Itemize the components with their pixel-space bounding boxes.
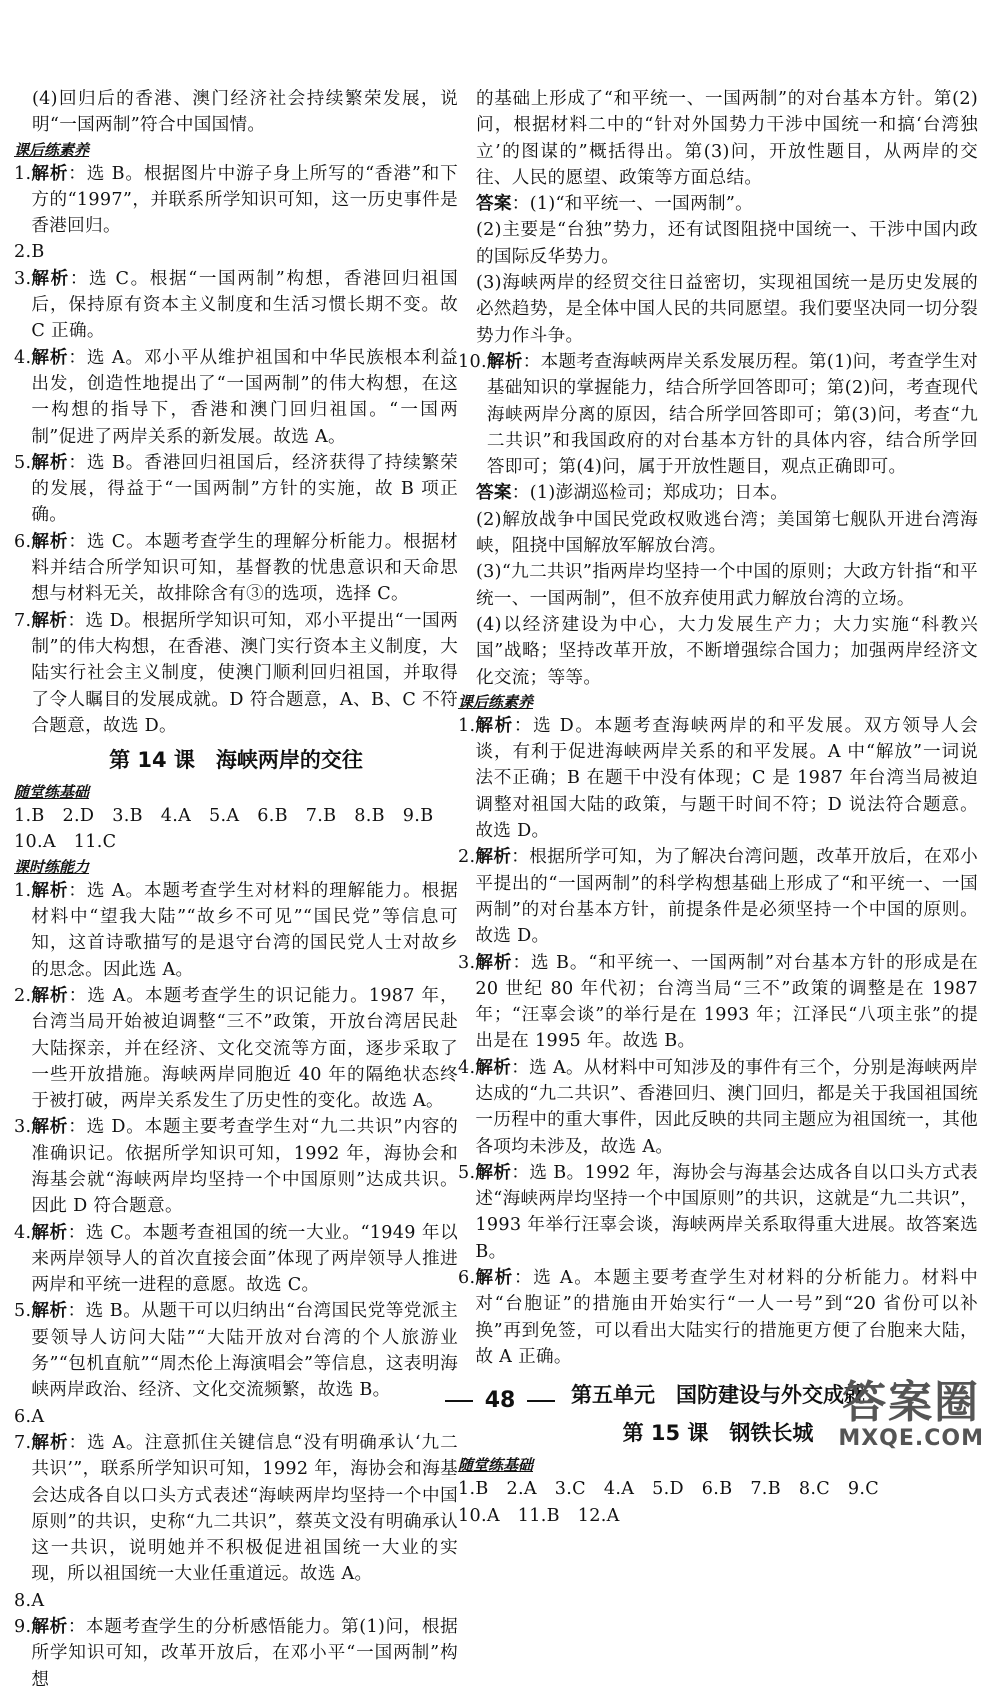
item-body [31, 239, 458, 265]
question-10-text: ：本题考查海峡两岸关系发展历程。第(1)问，考查学生对基础知识的掌握能力，结合所学回答即可；第(2)问，考查现代海峡两岸分离的原因，结合所学回答即可；第(3)问，考查“九二共识”和我国政府的对台基本方针的具体内容，结合所学回答即可；第(4)问，属于开放性题目，观点正确即可。 [486, 351, 978, 478]
item-number: 2. [14, 985, 32, 1006]
answer-item [14, 450, 458, 529]
answer-item [14, 1588, 458, 1614]
answer-10-line4: (4)以经济建设为中心，大力发展生产力；大力实施“科教兴国”战略；坚持改革开放，不断增强综合国力；加强两岸经济文化交流；等等。 [476, 614, 978, 688]
item-body [31, 161, 458, 240]
analysis-label: 解析 [31, 1431, 69, 1453]
item-number: 7. [14, 1432, 32, 1453]
item-number: 3. [14, 1117, 32, 1138]
item-body [475, 950, 978, 1055]
watermark-url: MXQE.COM [838, 1426, 984, 1451]
answer-item [14, 983, 458, 1114]
answer-item [14, 529, 458, 608]
analysis-label: 解析 [475, 1056, 512, 1078]
answer-item [14, 266, 458, 345]
item-body [31, 1220, 458, 1299]
watermark-logo: 答案圈 [842, 1377, 981, 1428]
analysis-label: 解析 [475, 714, 514, 736]
item-body [31, 983, 458, 1114]
item-body [31, 1588, 458, 1614]
item-number: 4. [458, 1057, 476, 1078]
analysis-label: 解析 [475, 1267, 514, 1289]
answer-item [14, 161, 458, 240]
answer-10-line1: ：(1)澎湖巡检司；郑成功；日本。 [511, 483, 789, 504]
question-10-number: 10. [458, 351, 487, 372]
analysis-label: 解析 [31, 162, 69, 184]
item-text: A [31, 1406, 45, 1427]
item-body [31, 1430, 458, 1588]
item-number: 8. [14, 1590, 32, 1611]
item-number: 3. [14, 268, 32, 289]
intro-paragraph: (4)回归后的香港、澳门经济社会持续繁荣发展，说明“一国两制”符合中国国情。 [32, 89, 458, 136]
answer-item [14, 239, 458, 265]
item-text: ：选 B。1992 年，海协会与海基会达成各自以口头方式表述“海峡两岸均坚持一个中国原则”的共识，这就是“九二共识”，1993 年举行汪辜会谈，海峡两岸关系取得重大进展。故答案选 B。 [475, 1162, 979, 1262]
analysis-label: 解析 [31, 879, 69, 901]
quick-answers-line2: 10.A 11.C [14, 832, 117, 853]
item-body [475, 844, 978, 949]
answer-item [14, 1114, 458, 1219]
question-10 [458, 349, 978, 480]
unit-5-title: 第五单元 国防建设与外交成就 [571, 1383, 865, 1408]
answer-label: 答案 [476, 193, 512, 215]
page-number-text: 48 [484, 1388, 516, 1413]
item-body [475, 1265, 978, 1370]
analysis-label: 解析 [31, 346, 69, 368]
quick-answers-line1-l15: 1.B 2.A 3.C 4.A 5.D 6.B 7.B 8.C 9.C [458, 1479, 880, 1500]
item-text: ：选 C。本题考查祖国的统一大业。“1949 年以来两岸领导人的首次直接会面”体现了两岸领导人推进两岸和平统一进程的意愿。故选 C。 [31, 1222, 458, 1296]
item-number: 4. [14, 347, 32, 368]
item-number: 5. [14, 452, 32, 473]
item-text: A [31, 1590, 45, 1611]
item-text: ：选 C。根据“一国两制”构想，香港回归祖国后，保持原有资本主义制度和生活习惯长期不变。故 C 正确。 [31, 268, 458, 342]
right-column [458, 86, 978, 1529]
answer-9-line1: ：(1)“和平统一、一国两制”。 [511, 194, 754, 215]
item-body [475, 713, 978, 844]
section-title-ability: 课时练能力 [14, 857, 90, 876]
item-body [31, 1614, 458, 1693]
item-text: ：选 B。根据图片中游子身上所写的“香港”和下方的“1997”，并联系所学知识可知，这一历史事件是香港回归。 [31, 163, 458, 237]
item-body [31, 608, 458, 739]
answer-item [458, 950, 978, 1055]
answer-list-sec1 [14, 161, 458, 740]
answer-9-line3: (3)海峡两岸的经贸交往日益密切，实现祖国统一是历史发展的必然趋势，是全体中国人民的共同愿望。我们要坚决同一切分裂势力作斗争。 [476, 273, 978, 346]
item-text: ：选 C。本题考查学生的理解分析能力。根据材料并结合所学知识可知，基督教的忧患意识和天命思想与材料无关，故排除含有③的选项，选择 C。 [31, 531, 459, 605]
lesson-14-title: 第 14 课 海峡两岸的交往 [109, 748, 363, 773]
answer-item [14, 1430, 458, 1588]
analysis-label: 解析 [31, 1300, 68, 1322]
quick-answers-line1: 1.B 2.D 3.B 4.A 5.A 6.B 7.B 8.B 9.B [14, 806, 434, 827]
watermark [838, 1377, 984, 1451]
item-number: 3. [458, 952, 476, 973]
continued-paragraph: 的基础上形成了“和平统一、一国两制”的对台基本方针。第(2)问，根据材料二中的“针对外国势力干涉中国统一和搞‘台湾独立’的图谋的”概括得出。第(3)问，开放性题目，从两岸的交往、人民的愿望、政策等方面总结。 [476, 89, 978, 188]
answer-item [14, 608, 458, 739]
item-number: 6. [14, 531, 32, 552]
analysis-label: 解析 [31, 1221, 68, 1243]
section-title-after-class-2: 课后练素养 [458, 692, 534, 711]
analysis-label: 解析 [31, 530, 69, 552]
lesson-15-title: 第 15 课 钢铁长城 [622, 1421, 814, 1446]
item-text: ：选 A。本题考查学生对材料的理解能力。根据材料中“望我大陆”“故乡不可见”“国民党”等信息可知，这首诗歌描写的是退守台湾的国民党人士对故乡的思念。因此选 A。 [31, 880, 458, 980]
item-body [31, 1114, 458, 1219]
answer-10-line2: (2)解放战争中国民党政权败逃台湾；美国第七舰队开进台湾海峡，阻挠中国解放军解放台湾。 [476, 509, 978, 557]
item-text: ：根据所学可知，为了解决台湾问题，改革开放后，在邓小平提出的“一国两制”的科学构想基础上形成了“和平统一、一国两制”的对台基本方针，前提条件是必须坚持一个中国的原则。故选 D。 [475, 847, 978, 947]
item-number: 9. [14, 1617, 32, 1638]
analysis-label: 解析 [31, 267, 70, 289]
answer-item [458, 1265, 978, 1370]
item-number: 5. [14, 1301, 32, 1322]
item-number: 6. [14, 1406, 32, 1427]
answer-item [458, 844, 978, 949]
answer-item [14, 345, 458, 450]
answer-list-sec4 [458, 713, 978, 1370]
analysis-label: 解析 [475, 846, 512, 868]
item-number: 7. [14, 610, 32, 631]
section-title-in-class-2: 随堂练基础 [458, 1456, 534, 1475]
item-number: 6. [458, 1268, 476, 1289]
item-text: ：选 A。注意抓住关键信息“没有明确承认‘九二共识’”，联系所学知识可知，1992 年，海协会和海基会达成各自以口头方式表述“海峡两岸均坚持一个中国原则”的共识，史称“九二共识”，蔡英文没有明确承认这一共识，说明她并不积极促进祖国统一大业的实现，所以祖国统一大业任重道远。故选 A。 [31, 1432, 458, 1585]
section-title-after-class: 课后练素养 [14, 140, 90, 159]
answer-item [14, 1220, 458, 1299]
item-text: B [31, 242, 45, 263]
item-number: 2. [458, 847, 476, 868]
item-body [31, 345, 458, 450]
answer-label: 答案 [476, 482, 512, 504]
analysis-label: 解析 [31, 984, 69, 1006]
item-number: 4. [14, 1222, 32, 1243]
item-number: 2. [14, 242, 32, 263]
analysis-label: 解析 [31, 1616, 68, 1638]
section-title-in-class: 随堂练基础 [14, 783, 90, 802]
item-body [31, 529, 458, 608]
answer-item [458, 1055, 978, 1160]
left-column [14, 86, 458, 1693]
answer-item [14, 1614, 458, 1693]
answer-list-sec3 [14, 878, 458, 1693]
quick-answers-line2-l15: 10.A 11.B 12.A [458, 1505, 620, 1526]
item-text: ：选 B。从题干可以归纳出“台湾国民党等党派主要领导人访问大陆”“大陆开放对台湾的个人旅游业务”“包机直航”“周杰伦上海演唱会”等信息，这表明海峡两岸政治、经济、文化交流频繁，故选 B。 [31, 1301, 458, 1401]
item-text: ：选 B。香港回归祖国后，经济获得了持续繁荣的发展，得益于“一国两制”方针的实施，故 B 项正确。 [31, 452, 459, 526]
item-body [31, 266, 458, 345]
analysis-label: 解析 [475, 951, 513, 973]
analysis-label: 解析 [486, 350, 523, 372]
dash-left [445, 1400, 473, 1402]
item-text: ：选 A。本题主要考查学生对材料的分析能力。材料中对“台胞证”的措施由开始实行“一人一号”到“20 省份可以补换”再到免签，可以看出大陆实行的措施更方便了台胞来大陆，故 A 正确。 [475, 1268, 978, 1367]
item-number: 1. [458, 715, 476, 736]
item-text: ：选 D。根据所学知识可知，邓小平提出“一国两制”的伟大构想，在香港、澳门实行资本主义制度，大陆实行社会主义制度，使澳门顺利回归祖国，并取得了令人瞩目的发展成就。D 符合题意，A、B、C 不符合题意，故选 D。 [31, 610, 458, 736]
analysis-label: 解析 [31, 1116, 69, 1138]
analysis-label: 解析 [475, 1161, 512, 1183]
item-text: ：选 D。本题考查海峡两岸的和平发展。双方领导人会谈，有利于促进海峡两岸关系的和平发展。A 中“解放”一词说法不正确；B 在题干中没有体现；C 是 1987 年台湾当局被迫调整对祖国大陆的政策，与题干时间不符；D 说法符合题意。故选 D。 [475, 715, 978, 842]
item-body [31, 878, 458, 983]
answer-item [458, 713, 978, 844]
item-text: ：选 A。本题考查学生的识记能力。1987 年，台湾当局开始被迫调整“三不”政策，开放台湾居民赴大陆探亲，并在经济、文化交流等方面，逐步采取了一些开放措施。海峡两岸同胞近 40 年的隔绝状态终于被打破，两岸关系发生了历史性的变化。故选 A。 [31, 985, 458, 1112]
item-body [31, 450, 458, 529]
analysis-label: 解析 [31, 609, 68, 631]
item-text: ：选 A。邓小平从维护祖国和中华民族根本利益出发，创造性地提出了“一国两制”的伟大构想，在这一构想的指导下，香港和澳门回归祖国。“一国两制”促进了两岸关系的新发展。故选 A。 [31, 347, 458, 447]
item-text: ：选 D。本题主要考查学生对“九二共识”内容的准确识记。依据所学知识可知，1992 年，海协会和海基会就“海峡两岸均坚持一个中国原则”达成共识。因此 D 符合题意。 [31, 1117, 459, 1217]
answer-item [458, 1160, 978, 1265]
item-body [475, 1160, 978, 1265]
answer-10-block [458, 480, 978, 506]
item-number: 5. [458, 1162, 476, 1183]
answer-item [14, 878, 458, 983]
answer-10-line3: (3)“九二共识”指两岸均坚持一个中国的原则；大政方针指“和平统一、一国两制”，但不放弃使用武力解放台湾的立场。 [476, 562, 978, 609]
answer-9-line2: (2)主要是“台独”势力，还有试图阻挠中国统一、干涉中国内政的国际反华势力。 [476, 220, 978, 267]
analysis-label: 解析 [31, 451, 69, 473]
item-text: ：本题考查学生的分析感悟能力。第(1)问，根据所学知识可知，改革开放后，在邓小平“一国两制”构想 [31, 1617, 458, 1690]
answer-9-block [458, 191, 978, 217]
dash-right [527, 1400, 555, 1402]
item-text: ：选 A。从材料中可知涉及的事件有三个，分别是海峡两岸达成的“九二共识”、香港回归、澳门回归，都是关于我国祖国统一历程中的重大事件，因此反映的共同主题应为祖国统一，其他各项均未涉及，故选 A。 [475, 1057, 978, 1157]
item-number: 1. [14, 163, 32, 184]
item-text: ：选 B。“和平统一、一国两制”对台基本方针的形成是在 20 世纪 80 年代初；台湾当局“三不”政策的调整是在 1987 年；“汪辜会谈”的举行是在 1993 年；江泽民“八项主张”的提出是在 1995 年。故选 B。 [475, 952, 978, 1052]
item-body [475, 1055, 978, 1160]
item-number: 1. [14, 880, 32, 901]
